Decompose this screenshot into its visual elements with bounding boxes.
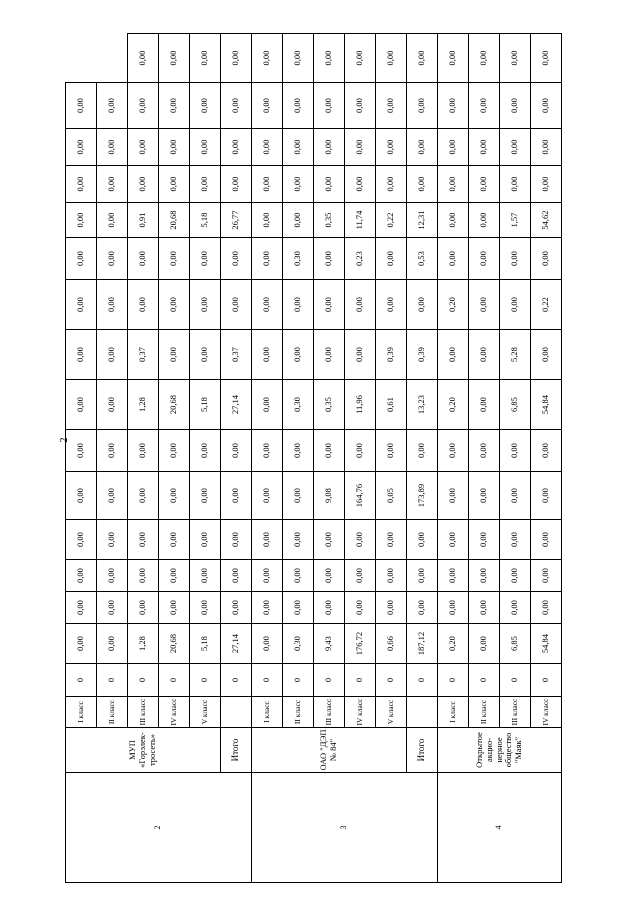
value-cell: 0,00 xyxy=(314,430,345,472)
value-cell: 0,00 xyxy=(469,472,500,520)
value-cell: 0,00 xyxy=(314,129,345,166)
value-cell: 0,00 xyxy=(376,238,407,280)
value-cell: 0,00 xyxy=(438,430,469,472)
value-cell: 0,00 xyxy=(128,430,159,472)
total-value-cell: 0,00 xyxy=(221,520,252,560)
value-cell: 0,00 xyxy=(128,520,159,560)
value-cell: 0,00 xyxy=(159,280,190,330)
total-value-cell: 0,00 xyxy=(221,83,252,129)
value-cell: 0,00 xyxy=(97,380,128,430)
value-cell: 20,68 xyxy=(159,624,190,664)
value-cell: 0,00 xyxy=(283,280,314,330)
organization-cell: МУП «Горэлек-тросеть» xyxy=(66,728,221,773)
value-cell: 0,00 xyxy=(66,380,97,430)
value-cell: 0,00 xyxy=(314,330,345,380)
value-cell: 0,00 xyxy=(500,592,531,624)
value-cell: 0,00 xyxy=(159,34,190,83)
value-cell: 0,00 xyxy=(314,560,345,592)
value-cell: 0,00 xyxy=(469,520,500,560)
value-cell: 0,00 xyxy=(345,83,376,129)
value-cell: 0,00 xyxy=(500,83,531,129)
value-cell: 0,00 xyxy=(314,166,345,203)
value-cell: 0,35 xyxy=(314,203,345,238)
value-cell: 0,00 xyxy=(531,166,562,203)
value-cell: 20,68 xyxy=(159,203,190,238)
value-cell: 0,00 xyxy=(252,238,283,280)
value-cell: 0,00 xyxy=(97,624,128,664)
value-cell: 0,00 xyxy=(469,166,500,203)
value-cell: 0,00 xyxy=(66,520,97,560)
value-cell: 6,85 xyxy=(500,624,531,664)
value-cell: 0,00 xyxy=(314,34,345,83)
value-cell: 0 xyxy=(159,664,190,697)
value-cell: 6,85 xyxy=(500,380,531,430)
value-cell: 5,18 xyxy=(190,380,221,430)
value-cell: 0,00 xyxy=(469,380,500,430)
value-cell: 0,00 xyxy=(128,129,159,166)
total-value-cell: 0,00 xyxy=(221,560,252,592)
value-cell: 0,00 xyxy=(469,624,500,664)
value-cell: 1,28 xyxy=(128,624,159,664)
total-value-cell: 0,00 xyxy=(221,430,252,472)
organization-cell: ОАО "ДЭП № 84" xyxy=(252,728,407,773)
value-cell: 5,28 xyxy=(500,330,531,380)
value-cell: 176,72 xyxy=(345,624,376,664)
value-cell: 0,00 xyxy=(345,592,376,624)
class-cell: I класс xyxy=(438,697,469,728)
value-cell: 0,30 xyxy=(283,624,314,664)
value-cell: 0,00 xyxy=(500,166,531,203)
class-cell: III класс xyxy=(128,697,159,728)
value-cell: 0,00 xyxy=(438,166,469,203)
value-cell: 0,00 xyxy=(97,203,128,238)
value-cell: 0,00 xyxy=(128,238,159,280)
value-cell: 0,00 xyxy=(531,520,562,560)
value-cell: 0,00 xyxy=(314,280,345,330)
value-cell: 0,00 xyxy=(252,129,283,166)
value-cell: 0,00 xyxy=(283,34,314,83)
value-cell: 0,00 xyxy=(345,520,376,560)
value-cell: 20,68 xyxy=(159,380,190,430)
class-cell: III класс xyxy=(500,697,531,728)
row-number-cell: 3 xyxy=(252,773,438,883)
value-cell: 0,00 xyxy=(376,520,407,560)
value-cell: 0,00 xyxy=(66,203,97,238)
value-cell: 0 xyxy=(500,664,531,697)
value-cell: 0,00 xyxy=(97,520,128,560)
value-cell: 0,00 xyxy=(376,592,407,624)
total-value-cell: 0,00 xyxy=(407,166,438,203)
value-cell: 0,00 xyxy=(345,430,376,472)
value-cell: 0,00 xyxy=(376,129,407,166)
value-cell: 0,00 xyxy=(500,280,531,330)
total-value-cell: 12,31 xyxy=(407,203,438,238)
value-cell: 0,00 xyxy=(66,472,97,520)
value-cell: 1,57 xyxy=(500,203,531,238)
value-cell: 0,00 xyxy=(252,166,283,203)
value-cell: 0,00 xyxy=(438,592,469,624)
value-cell: 0,00 xyxy=(283,592,314,624)
value-cell: 11,96 xyxy=(345,380,376,430)
value-cell: 0 xyxy=(97,664,128,697)
value-cell: 0,00 xyxy=(531,34,562,83)
value-cell: 0,00 xyxy=(376,430,407,472)
value-cell: 0,00 xyxy=(531,430,562,472)
value-cell: 1,28 xyxy=(128,380,159,430)
value-cell: 0,00 xyxy=(469,83,500,129)
value-cell: 0,00 xyxy=(438,472,469,520)
value-cell: 0,00 xyxy=(159,238,190,280)
value-cell: 0,00 xyxy=(283,166,314,203)
value-cell: 0,00 xyxy=(469,203,500,238)
value-cell: 0,00 xyxy=(469,430,500,472)
total-empty-cell xyxy=(221,697,252,728)
value-cell: 0,00 xyxy=(159,166,190,203)
class-cell: IV класс xyxy=(345,697,376,728)
value-cell: 0,00 xyxy=(283,203,314,238)
value-cell: 0,00 xyxy=(531,592,562,624)
value-cell: 0 xyxy=(283,664,314,697)
value-cell: 0,00 xyxy=(97,330,128,380)
value-cell: 0,00 xyxy=(531,238,562,280)
value-cell: 0,00 xyxy=(469,592,500,624)
class-cell: II класс xyxy=(283,697,314,728)
total-value-cell: 0,00 xyxy=(221,34,252,83)
total-value-cell: 0,00 xyxy=(407,592,438,624)
value-cell: 0,00 xyxy=(97,129,128,166)
table-row xyxy=(438,34,469,883)
value-cell: 0,00 xyxy=(190,430,221,472)
value-cell: 0,00 xyxy=(252,430,283,472)
rotated-table-container xyxy=(65,33,565,883)
value-cell: 9,08 xyxy=(314,472,345,520)
total-row xyxy=(407,34,438,883)
value-cell: 0,00 xyxy=(66,560,97,592)
total-value-cell: 0,00 xyxy=(221,592,252,624)
total-value-cell: 27,14 xyxy=(221,624,252,664)
value-cell: 0,00 xyxy=(438,238,469,280)
value-cell: 0,00 xyxy=(159,430,190,472)
value-cell: 0,00 xyxy=(531,129,562,166)
value-cell: 0,00 xyxy=(66,166,97,203)
value-cell: 0,20 xyxy=(438,280,469,330)
value-cell: 0,00 xyxy=(190,166,221,203)
class-cell: V класс xyxy=(376,697,407,728)
value-cell: 0,00 xyxy=(376,83,407,129)
value-cell: 0 xyxy=(314,664,345,697)
value-cell: 0,00 xyxy=(438,203,469,238)
value-cell: 0,00 xyxy=(190,238,221,280)
value-cell: 0,00 xyxy=(128,166,159,203)
row-number-cell: 4 xyxy=(438,773,562,883)
value-cell: 0,00 xyxy=(500,34,531,83)
value-cell: 5,18 xyxy=(190,624,221,664)
value-cell: 0,30 xyxy=(283,380,314,430)
value-cell: 0,61 xyxy=(376,380,407,430)
value-cell: 0,00 xyxy=(66,592,97,624)
value-cell: 0,22 xyxy=(531,280,562,330)
value-cell: 0,23 xyxy=(345,238,376,280)
value-cell: 0,00 xyxy=(159,330,190,380)
total-value-cell: 0 xyxy=(407,664,438,697)
class-cell: III класс xyxy=(314,697,345,728)
value-cell: 0,00 xyxy=(252,203,283,238)
value-cell: 0,00 xyxy=(159,560,190,592)
value-cell: 0,00 xyxy=(252,472,283,520)
value-cell: 0,00 xyxy=(500,238,531,280)
value-cell: 0,00 xyxy=(469,330,500,380)
value-cell: 0,00 xyxy=(128,34,159,83)
value-cell: 0,00 xyxy=(190,330,221,380)
value-cell: 0,00 xyxy=(66,624,97,664)
value-cell: 54,62 xyxy=(531,203,562,238)
value-cell: 0,00 xyxy=(128,472,159,520)
value-cell: 0 xyxy=(66,664,97,697)
value-cell: 0 xyxy=(469,664,500,697)
total-row xyxy=(221,34,252,883)
value-cell: 0,00 xyxy=(469,280,500,330)
value-cell: 0 xyxy=(252,664,283,697)
class-cell: II класс xyxy=(97,697,128,728)
value-cell: 0,00 xyxy=(66,238,97,280)
value-cell: 0,00 xyxy=(531,560,562,592)
data-table xyxy=(65,33,562,883)
value-cell: 0,00 xyxy=(345,280,376,330)
table-row xyxy=(66,34,97,883)
value-cell: 0,30 xyxy=(283,238,314,280)
total-value-cell: 0,00 xyxy=(221,238,252,280)
value-cell: 0,00 xyxy=(190,592,221,624)
page-number: 2 xyxy=(59,437,70,443)
value-cell: 0,00 xyxy=(97,83,128,129)
total-value-cell: 0,37 xyxy=(221,330,252,380)
class-cell: I класс xyxy=(66,697,97,728)
value-cell: 0,00 xyxy=(376,34,407,83)
value-cell: 0,00 xyxy=(128,280,159,330)
total-value-cell: 0,00 xyxy=(221,166,252,203)
total-value-cell: 0,00 xyxy=(407,520,438,560)
value-cell: 0,00 xyxy=(438,560,469,592)
value-cell: 0,00 xyxy=(128,592,159,624)
total-value-cell: 26,77 xyxy=(221,203,252,238)
value-cell: 0,00 xyxy=(97,238,128,280)
value-cell: 0 xyxy=(345,664,376,697)
value-cell: 0,00 xyxy=(345,34,376,83)
value-cell: 0,91 xyxy=(128,203,159,238)
value-cell: 0,00 xyxy=(438,34,469,83)
value-cell: 0,00 xyxy=(438,129,469,166)
value-cell: 0,00 xyxy=(376,280,407,330)
value-cell: 0,00 xyxy=(252,624,283,664)
value-cell: 0 xyxy=(128,664,159,697)
value-cell: 0,00 xyxy=(128,560,159,592)
row-number-cell: 2 xyxy=(66,773,252,883)
table-row xyxy=(252,34,283,883)
value-cell: 0,00 xyxy=(252,592,283,624)
value-cell: 0,00 xyxy=(500,560,531,592)
value-cell: 0,00 xyxy=(283,520,314,560)
value-cell: 0,00 xyxy=(97,166,128,203)
value-cell: 0,00 xyxy=(500,472,531,520)
value-cell: 0,00 xyxy=(252,34,283,83)
value-cell: 5,18 xyxy=(190,203,221,238)
total-value-cell: 0,00 xyxy=(407,34,438,83)
value-cell: 0,00 xyxy=(345,166,376,203)
value-cell: 0,00 xyxy=(438,330,469,380)
value-cell: 0,00 xyxy=(159,592,190,624)
value-cell: 0,00 xyxy=(314,520,345,560)
value-cell: 0,00 xyxy=(469,560,500,592)
organization-cell: Открытое акцио-нерное общество "Маяк" xyxy=(438,728,562,773)
value-cell: 0,00 xyxy=(190,560,221,592)
value-cell: 0,00 xyxy=(314,592,345,624)
value-cell: 0,00 xyxy=(97,592,128,624)
value-cell: 0,00 xyxy=(283,83,314,129)
value-cell: 0,00 xyxy=(500,430,531,472)
value-cell: 0,00 xyxy=(66,330,97,380)
value-cell: 0,00 xyxy=(283,129,314,166)
total-value-cell: 173,89 xyxy=(407,472,438,520)
value-cell: 0 xyxy=(376,664,407,697)
value-cell: 0,00 xyxy=(469,238,500,280)
value-cell: 0 xyxy=(531,664,562,697)
class-cell: IV класс xyxy=(531,697,562,728)
value-cell: 0,00 xyxy=(345,330,376,380)
value-cell: 0,00 xyxy=(314,83,345,129)
total-value-cell: 0,39 xyxy=(407,330,438,380)
value-cell: 0,00 xyxy=(252,560,283,592)
value-cell: 0,00 xyxy=(252,330,283,380)
total-value-cell: 13,23 xyxy=(407,380,438,430)
value-cell: 0,00 xyxy=(438,83,469,129)
value-cell: 0 xyxy=(190,664,221,697)
value-cell: 54,84 xyxy=(531,624,562,664)
value-cell: 0,00 xyxy=(159,472,190,520)
value-cell: 0,35 xyxy=(314,380,345,430)
table-body xyxy=(66,34,562,883)
total-value-cell: 0,00 xyxy=(407,560,438,592)
value-cell: 0,00 xyxy=(531,472,562,520)
value-cell: 0,00 xyxy=(97,280,128,330)
value-cell: 0,00 xyxy=(97,560,128,592)
value-cell: 0,05 xyxy=(376,472,407,520)
value-cell: 0,00 xyxy=(159,129,190,166)
value-cell: 0,00 xyxy=(128,83,159,129)
value-cell: 0,00 xyxy=(376,560,407,592)
class-cell: V класс xyxy=(190,697,221,728)
value-cell: 0,00 xyxy=(283,472,314,520)
value-cell: 0,00 xyxy=(469,129,500,166)
value-cell: 54,84 xyxy=(531,380,562,430)
value-cell: 0,66 xyxy=(376,624,407,664)
value-cell: 0,00 xyxy=(531,83,562,129)
value-cell: 0,00 xyxy=(283,330,314,380)
total-value-cell: 0,00 xyxy=(407,280,438,330)
value-cell: 0,00 xyxy=(190,472,221,520)
value-cell: 0,00 xyxy=(252,83,283,129)
value-cell: 0,20 xyxy=(438,624,469,664)
value-cell: 0,00 xyxy=(66,129,97,166)
total-value-cell: 0,00 xyxy=(221,472,252,520)
total-value-cell: 0,00 xyxy=(407,430,438,472)
value-cell: 0,00 xyxy=(376,166,407,203)
value-cell: 0,00 xyxy=(252,520,283,560)
value-cell: 0,00 xyxy=(500,520,531,560)
value-cell: 0,00 xyxy=(531,330,562,380)
value-cell: 164,76 xyxy=(345,472,376,520)
value-cell: 0,39 xyxy=(376,330,407,380)
total-empty-cell xyxy=(407,697,438,728)
total-value-cell: 27,14 xyxy=(221,380,252,430)
total-value-cell: 0,53 xyxy=(407,238,438,280)
value-cell: 0,22 xyxy=(376,203,407,238)
value-cell: 11,74 xyxy=(345,203,376,238)
value-cell: 0,00 xyxy=(66,83,97,129)
value-cell: 0,00 xyxy=(190,520,221,560)
value-cell: 0,00 xyxy=(159,83,190,129)
value-cell: 0,00 xyxy=(190,280,221,330)
value-cell: 0,00 xyxy=(283,560,314,592)
total-value-cell: 0,00 xyxy=(407,129,438,166)
class-cell: IV класс xyxy=(159,697,190,728)
class-cell: I класс xyxy=(252,697,283,728)
value-cell: 0,00 xyxy=(500,129,531,166)
value-cell: 9,43 xyxy=(314,624,345,664)
value-cell: 0,00 xyxy=(469,34,500,83)
value-cell: 0,00 xyxy=(438,520,469,560)
value-cell: 0,00 xyxy=(283,430,314,472)
value-cell: 0,00 xyxy=(97,472,128,520)
total-label-cell: Итого xyxy=(221,728,252,773)
total-value-cell: 0 xyxy=(221,664,252,697)
value-cell: 0,00 xyxy=(252,380,283,430)
value-cell: 0,00 xyxy=(314,238,345,280)
value-cell: 0 xyxy=(438,664,469,697)
value-cell: 0,00 xyxy=(159,520,190,560)
total-label-cell: Итого xyxy=(407,728,438,773)
value-cell: 0,00 xyxy=(190,83,221,129)
value-cell: 0,20 xyxy=(438,380,469,430)
value-cell: 0,00 xyxy=(345,560,376,592)
class-cell: II класс xyxy=(469,697,500,728)
total-value-cell: 187,12 xyxy=(407,624,438,664)
total-value-cell: 0,00 xyxy=(407,83,438,129)
total-value-cell: 0,00 xyxy=(221,280,252,330)
value-cell: 0,00 xyxy=(66,280,97,330)
total-value-cell: 0,00 xyxy=(221,129,252,166)
value-cell: 0,00 xyxy=(252,280,283,330)
value-cell: 0,00 xyxy=(97,430,128,472)
value-cell: 0,37 xyxy=(128,330,159,380)
value-cell: 0,00 xyxy=(190,34,221,83)
value-cell: 0,00 xyxy=(190,129,221,166)
value-cell: 0,00 xyxy=(66,430,97,472)
value-cell: 0,00 xyxy=(345,129,376,166)
